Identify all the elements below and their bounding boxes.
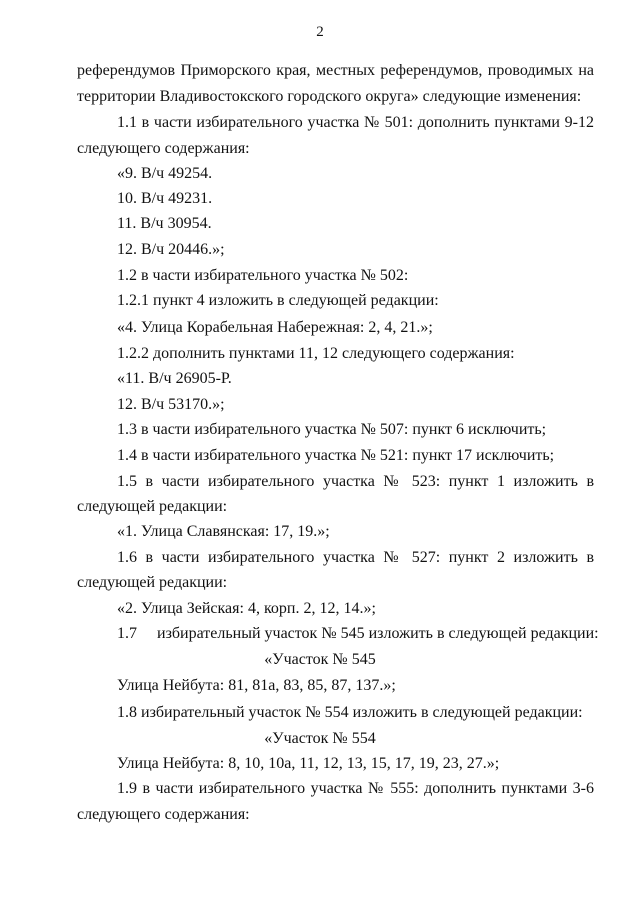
text-line: Улица Нейбута: 81, 81а, 83, 85, 87, 137.»; <box>117 677 396 694</box>
text-line: 1.9 в части избирательного участка № 555: дополнить пунктами 3-6 <box>117 780 594 797</box>
section-heading: «Участок № 545 <box>264 651 376 668</box>
text-line: «9. В/ч 49254. <box>117 165 213 182</box>
text-line: 1.2.2 дополнить пунктами 11, 12 следующего содержания: <box>117 345 515 362</box>
text-line: следующей редакции: <box>77 498 228 515</box>
page-number: 2 <box>316 24 324 40</box>
text-line: 10. В/ч 49231. <box>117 190 213 207</box>
text-line: 12. В/ч 53170.»; <box>117 396 225 413</box>
text-line: 1.5 в части избирательного участка № 523: пункт 1 изложить в <box>117 473 594 490</box>
text-line: «1. Улица Славянская: 17, 19.»; <box>117 523 330 540</box>
text-line: 1.6 в части избирательного участка № 527: пункт 2 изложить в <box>117 549 594 566</box>
text-line: следующего содержания: <box>77 140 250 157</box>
text-line: «2. Улица Зейская: 4, корп. 2, 12, 14.»; <box>117 600 376 617</box>
text-line: 12. В/ч 20446.»; <box>117 241 225 258</box>
text-line: референдумов Приморского края, местных референдумов, проводимых на <box>77 62 594 79</box>
text-line: 1.3 в части избирательного участка № 507: пункт 6 исключить; <box>117 421 547 438</box>
text-line: «4. Улица Корабельная Набережная: 2, 4, 21.»; <box>117 319 433 336</box>
text-line: 1.1 в части избирательного участка № 501: дополнить пунктами 9-12 <box>117 114 594 131</box>
text-line: Улица Нейбута: 8, 10, 10а, 11, 12, 13, 15, 17, 19, 23, 27.»; <box>117 755 500 772</box>
text-line: 1.7 избирательный участок № 545 изложить в следующей редакции: <box>117 625 599 642</box>
text-line: 1.2 в части избирательного участка № 502: <box>117 267 409 284</box>
section-heading: «Участок № 554 <box>264 730 376 747</box>
text-line: территории Владивостокского городского округа» следующие изменения: <box>77 88 582 105</box>
text-line: «11. В/ч 26905-Р. <box>117 370 232 387</box>
text-line: 1.4 в части избирательного участка № 521: пункт 17 исключить; <box>117 447 555 464</box>
text-line: 1.8 избирательный участок № 554 изложить в следующей редакции: <box>117 704 583 721</box>
text-line: следующего содержания: <box>77 806 250 823</box>
text-line: 1.2.1 пункт 4 изложить в следующей редакции: <box>117 292 439 309</box>
text-line: следующей редакции: <box>77 574 228 591</box>
text-line: 11. В/ч 30954. <box>117 215 212 232</box>
